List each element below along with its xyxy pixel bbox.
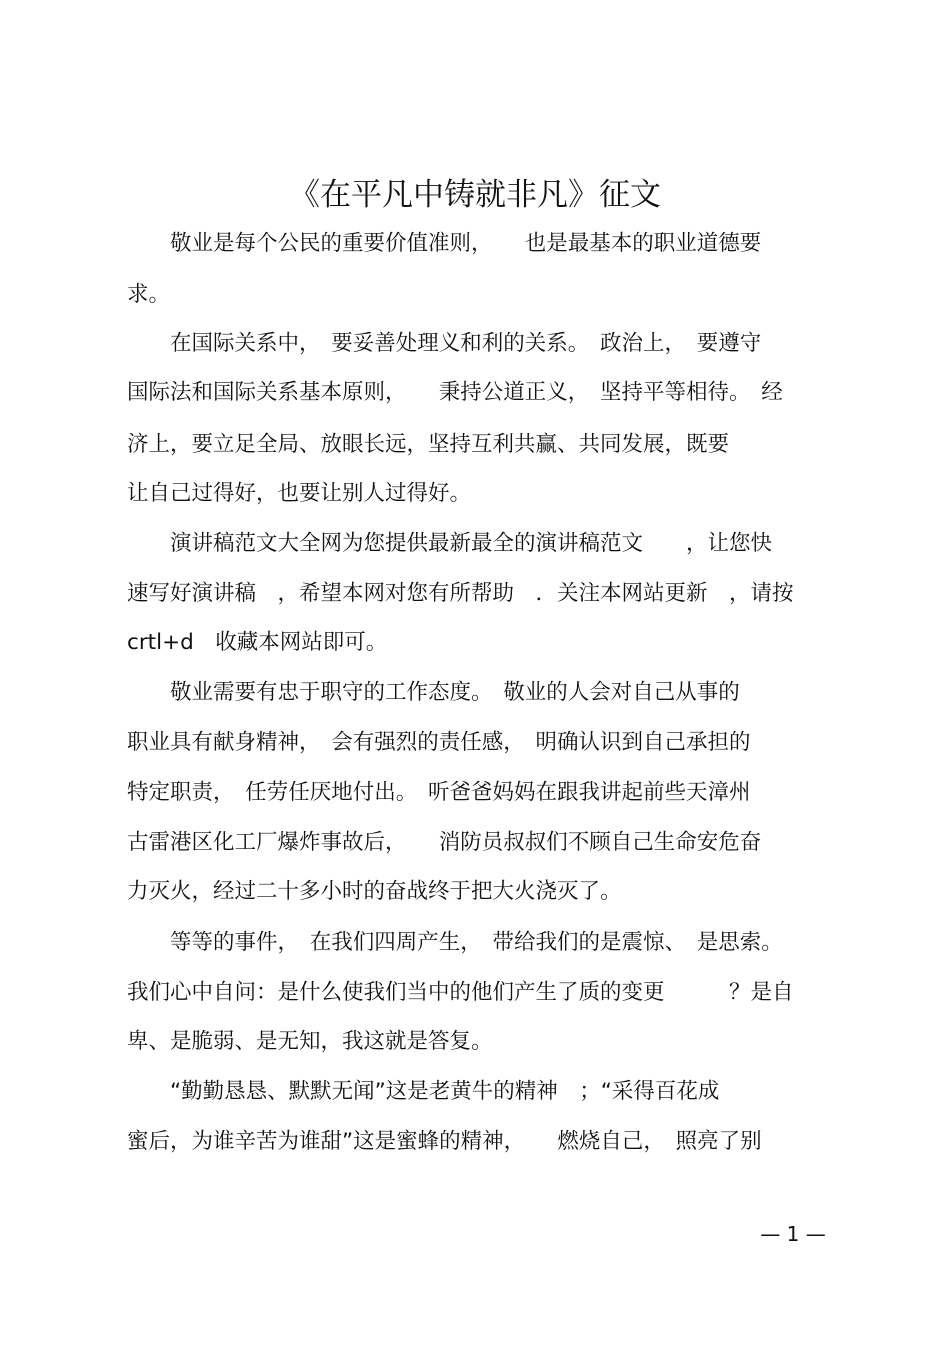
text-line: 我们心中自问：是什么使我们当中的他们产生了质的变更 ？是自 — [127, 980, 794, 1005]
text-line: 蜜后，为谁辛苦为谁甜”这是蜜蜂的精神， 燃烧自己， 照亮了别 — [127, 1129, 762, 1154]
text-line: crtl+d 收藏本网站即可。 — [127, 630, 388, 655]
text-line: 古雷港区化工厂爆炸事故后， 消防员叔叔们不顾自己生命安危奋 — [127, 830, 762, 855]
text-line: 力灭火，经过二十多小时的奋战终于把大火浇灭了。 — [127, 879, 622, 904]
text-line: 国际法和国际关系基本原则， 秉持公道正义， 坚持平等相待。 经 — [127, 380, 783, 405]
text-line: 敬业需要有忠于职守的工作态度。 敬业的人会对自己从事的 — [127, 680, 740, 705]
text-line: “勤勤恳恳、默默无闻”这是老黄牛的精神 ；“采得百花成 — [127, 1079, 720, 1104]
page-number: — 1 — — [760, 1222, 826, 1246]
text-line: 特定职责， 任劳任厌地付出。 听爸爸妈妈在跟我讲起前些天漳州 — [127, 780, 751, 805]
text-line: 敬业是每个公民的重要价值准则， 也是最基本的职业道德要 — [127, 231, 762, 256]
text-line: 在国际关系中， 要妥善处理义和利的关系。 政治上， 要遵守 — [127, 331, 762, 356]
text-line: 职业具有献身精神， 会有强烈的责任感， 明确认识到自己承担的 — [127, 730, 751, 755]
text-line: 卑、是脆弱、是无知，我这就是答复。 — [127, 1029, 493, 1054]
text-line: 济上，要立足全局、放眼长远，坚持互利共赢、共同发展，既要 — [127, 432, 730, 457]
text-line: 求。 — [127, 282, 171, 307]
text-line: 等等的事件， 在我们四周产生， 带给我们的是震惊、 是思索。 — [127, 930, 783, 955]
text-line: 速写好演讲稿 ，希望本网对您有所帮助 ．关注本网站更新 ，请按 — [127, 581, 794, 606]
document-title: 《在平凡中铸就非凡》征文 — [289, 177, 661, 213]
text-line: 演讲稿范文大全网为您提供最新最全的演讲稿范文 ，让您快 — [127, 531, 773, 556]
text-line: 让自己过得好，也要让别人过得好。 — [127, 481, 472, 506]
